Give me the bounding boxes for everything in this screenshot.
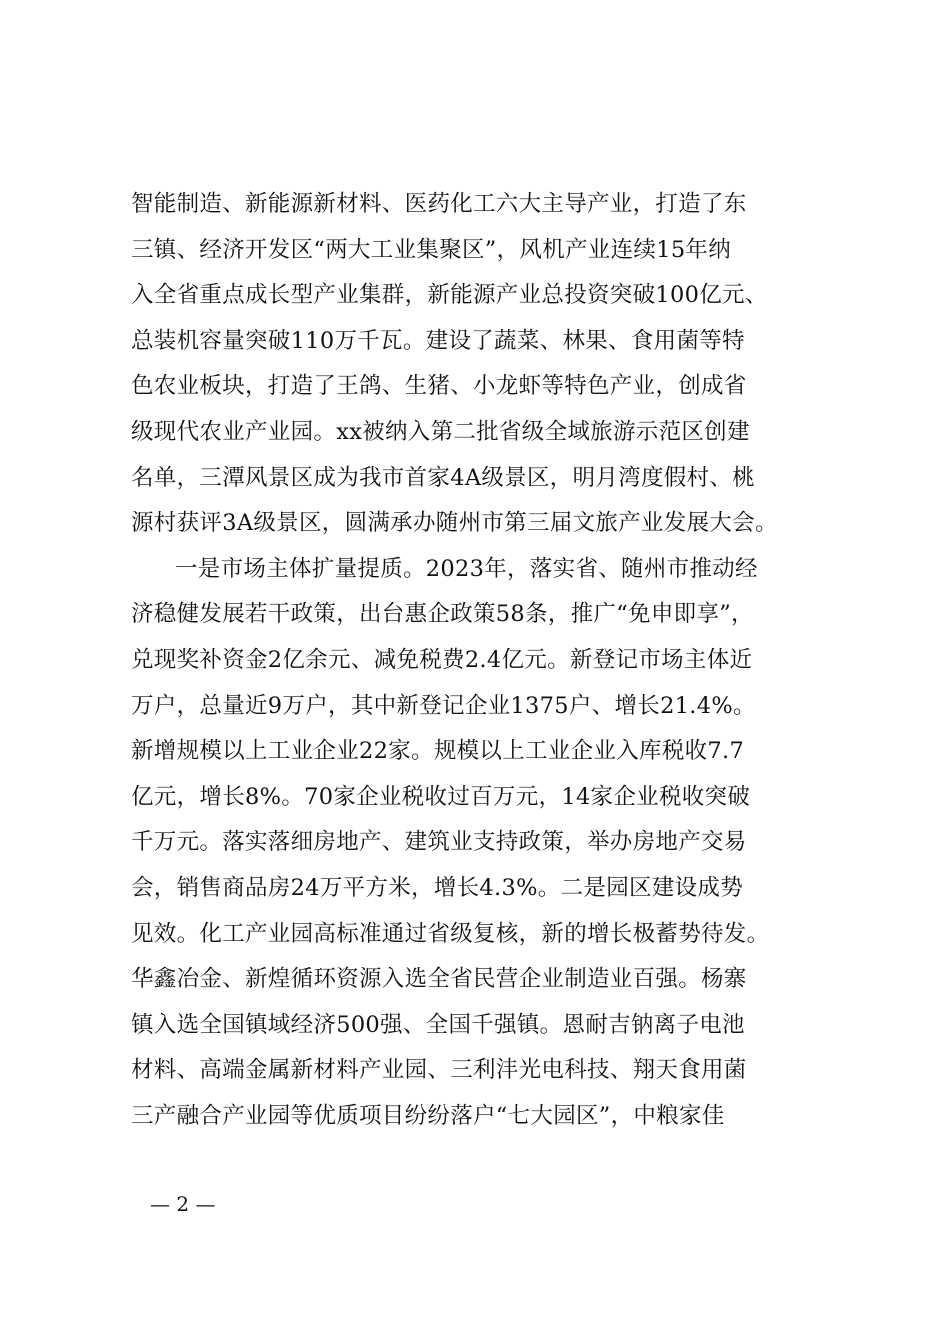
text-line: 三镇、经济开发区“两大工业集聚区”，风机产业连续15年纳 [131,236,732,263]
text-line: 千万元。落实落细房地产、建筑业支持政策，举办房地产交易 [131,829,747,856]
text-line: 万户，总量近9万户，其中新登记企业1375户、增长21.4%。 [131,692,756,719]
text-line: 见效。化工产业园高标准通过省级复核，新的增长极蓄势待发。 [131,920,770,947]
text-line: 入全省重点成长型产业集群，新能源产业总投资突破100亿元、 [131,282,768,309]
text-line: 济稳健发展若干政策，出台惠企政策58条，推广“免申即享”， [131,601,754,628]
text-line: 色农业板块，打造了王鸽、生猪、小龙虾等特色产业，创成省 [131,373,747,400]
text-line: 级现代农业产业园。xx被纳入第二批省级全域旅游示范区创建 [131,418,750,445]
text-line: 会，销售商品房24万平方米，增长4.3%。二是园区建设成势 [131,874,743,901]
text-line: 智能制造、新能源新材料、医药化工六大主导产业，打造了东 [131,191,747,217]
text-line: 华鑫冶金、新煌循环资源入选全省民营企业制造业百强。杨寨 [131,966,747,993]
text-line: 材料、高端金属新材料产业园、三利沣光电科技、翔天食用菌 [131,1057,747,1084]
body-text [131,182,831,1139]
text-line: 三产融合产业园等优质项目纷纷落户“七大园区”，中粮家佳 [131,1102,725,1129]
text-line: 兑现奖补资金2亿余元、减免税费2.4亿元。新登记市场主体近 [131,646,753,673]
page-number: — 2 — [150,1192,216,1216]
text-line: 名单，三潭风景区成为我市首家4A级景区，明月湾度假村、桃 [131,464,755,491]
text-line: 亿元，增长8%。70家企业税收过百万元，14家企业税收突破 [131,783,751,810]
paragraph-start-line: 一是市场主体扩量提质。2023年，落实省、随州市推动经 [175,555,758,582]
text-line: 源村获评3A级景区，圆满承办随州市第三届文旅产业发展大会。 [131,510,778,537]
text-line: 总装机容量突破110万千瓦。建设了蔬菜、林果、食用菌等特 [131,327,745,354]
text-line: 新增规模以上工业企业22家。规模以上工业企业入库税收7.7 [131,738,745,765]
text-line: 镇入选全国镇域经济500强、全国千强镇。恩耐吉钠离子电池 [131,1011,745,1038]
